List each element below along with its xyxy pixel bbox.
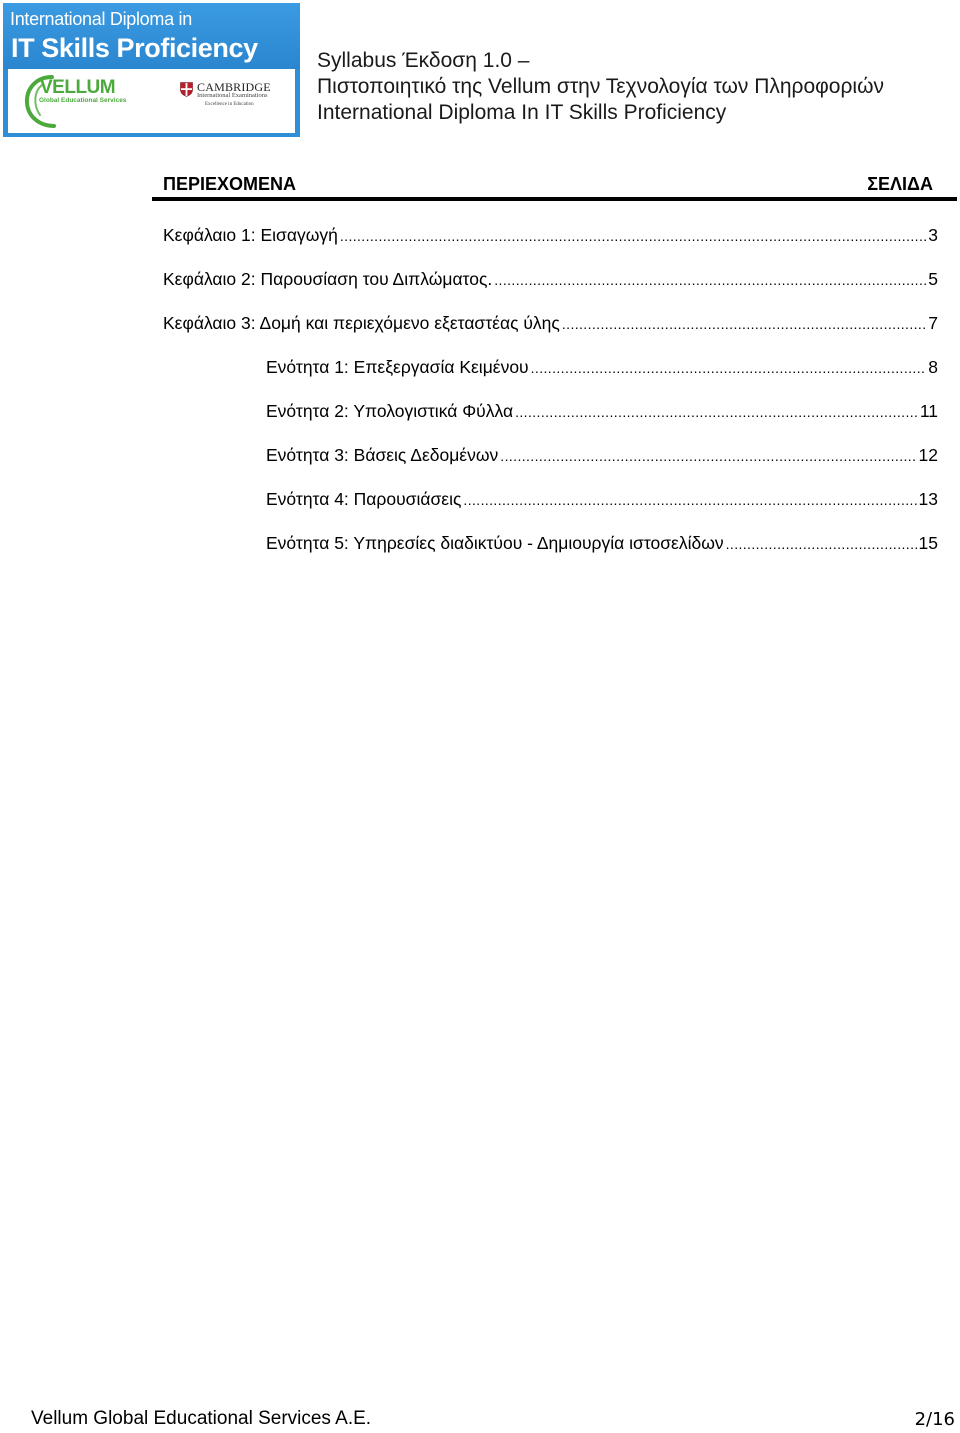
toc-leader-dots <box>562 312 926 335</box>
toc-entry-page: 12 <box>918 445 938 465</box>
toc-subentry[interactable] <box>266 487 938 511</box>
toc-subentry[interactable] <box>266 355 938 379</box>
toc-entry-title: Ενότητα 5: Υπηρεσίες διαδικτύου - Δημιουργία ιστοσελίδων <box>266 533 724 553</box>
document-header <box>317 48 884 126</box>
toc-entry-page: 11 <box>919 401 938 421</box>
toc-entry-page: 5 <box>928 269 938 289</box>
toc-leader-dots <box>494 268 926 291</box>
logo-banner <box>3 3 300 69</box>
certification-logo <box>3 3 300 137</box>
toc-entry-page: 15 <box>918 533 938 553</box>
toc-entry[interactable] <box>163 311 938 335</box>
toc-heading <box>163 174 933 195</box>
toc-entry-page: 13 <box>918 489 938 509</box>
logo-title-line2: IT Skills Proficiency <box>11 33 258 63</box>
footer-page-number: 2/16 <box>914 1409 955 1430</box>
toc-entry-title: Κεφάλαιο 1: Εισαγωγή <box>163 225 338 245</box>
header-certificate-title: Πιστοποιητικό της Vellum στην Τεχνολογία των Πληροφοριών <box>317 75 884 98</box>
header-diploma-title: International Diploma In IT Skills Proficiency <box>317 101 727 124</box>
toc-subentry[interactable] <box>266 531 938 555</box>
toc-leader-dots <box>515 400 918 423</box>
toc-leader-dots <box>500 444 916 467</box>
toc-subentry[interactable] <box>266 443 938 467</box>
toc-divider <box>152 197 957 201</box>
toc-entry-page: 3 <box>928 225 938 245</box>
logo-title-line1: International Diploma in <box>10 9 192 29</box>
toc-entry-title: Ενότητα 4: Παρουσιάσεις <box>266 489 462 509</box>
toc-entry[interactable] <box>163 223 938 247</box>
toc-leader-dots <box>340 224 926 247</box>
toc-entry-page: 7 <box>928 313 938 333</box>
cambridge-wordmark: CAMBRIDGE <box>197 80 271 94</box>
vellum-tagline: Global Educational Services <box>39 97 127 104</box>
toc-entry-title: Ενότητα 3: Βάσεις Δεδομένων <box>266 445 499 465</box>
footer-company: Vellum Global Educational Services A.E. <box>31 1408 372 1429</box>
toc-entry-page: 8 <box>928 357 938 377</box>
logo-partners <box>8 69 295 133</box>
toc-heading-page: ΣΕΛΙΔΑ <box>867 174 933 194</box>
vellum-wordmark: VELLUM <box>40 77 116 98</box>
toc-entry-title: Ενότητα 2: Υπολογιστικά Φύλλα <box>266 401 514 421</box>
toc-entry-title: Κεφάλαιο 2: Παρουσίαση του Διπλώματος. <box>163 269 493 289</box>
toc-leader-dots <box>726 532 917 555</box>
cambridge-tagline: Excellence in Education <box>205 102 254 107</box>
toc-entry-title: Ενότητα 1: Επεξεργασία Κειμένου <box>266 357 529 377</box>
toc-heading-contents: ΠΕΡΙΕΧΟΜΕΝΑ <box>163 174 297 194</box>
cambridge-shield-icon <box>180 82 193 97</box>
toc-entry-title: Κεφάλαιο 3: Δομή και περιεχόμενο εξεταστέας ύλης <box>163 313 560 333</box>
header-syllabus-version: Syllabus Έκδοση 1.0 – <box>317 49 530 72</box>
toc-leader-dots <box>463 488 916 511</box>
toc-subentry[interactable] <box>266 399 938 423</box>
toc-leader-dots <box>531 356 927 379</box>
cambridge-subtitle: International Examinations <box>197 92 268 99</box>
toc-entry[interactable] <box>163 267 938 291</box>
